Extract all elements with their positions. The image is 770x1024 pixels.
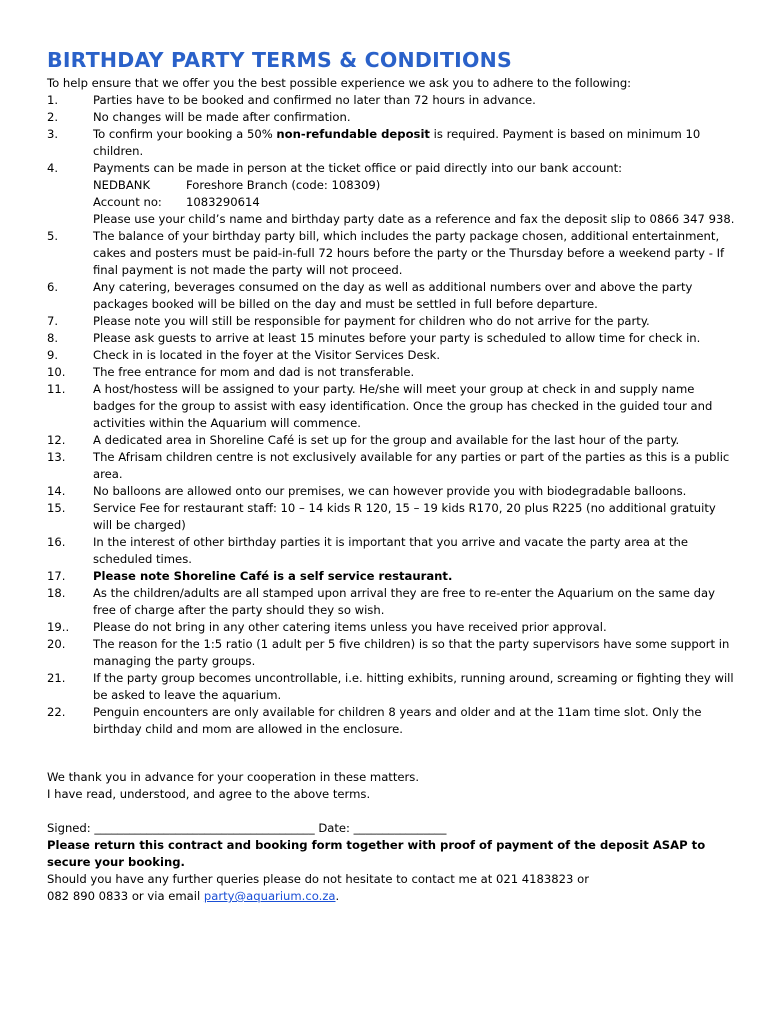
term-text-part: Check in is located in the foyer at the Visitor Services Desk.	[93, 348, 441, 362]
term-number: 2.	[47, 110, 59, 124]
term-text-part: Service Fee for restaurant staff: 10 – 14 kids R 120, 15 – 19 kids R170, 20 plus R225 (no additional gratuity will be charged)	[93, 501, 716, 532]
term-number: 11.	[47, 382, 66, 396]
contact-line-1: Should you have any further queries please do not hesitate to contact me at 021 4183823 or	[47, 872, 589, 886]
term-text	[93, 483, 737, 500]
term-number: 1.	[47, 93, 59, 107]
agree-text: I have read, understood, and agree to the above terms.	[47, 787, 371, 801]
term-item	[47, 381, 737, 432]
term-text-part: The Afrisam children centre is not exclusively available for any parties or part of the parties as this is a public area.	[93, 450, 730, 481]
bank-name-row	[93, 177, 737, 194]
term-number: 14.	[47, 484, 66, 498]
term-text	[93, 279, 737, 313]
term-text	[93, 92, 737, 109]
contact-period: .	[335, 889, 340, 903]
term-text	[93, 585, 737, 619]
term-number: 22.	[47, 705, 66, 719]
term-number: 15.	[47, 501, 66, 515]
contact-line-2	[47, 888, 737, 905]
term-text	[93, 160, 737, 177]
term-text-part: Payments can be made in person at the ticket office or paid directly into our bank account:	[93, 161, 623, 175]
bank-name: NEDBANK	[93, 178, 151, 192]
term-item	[47, 619, 737, 636]
term-item	[47, 704, 737, 738]
term-text	[93, 636, 737, 670]
signature-line: Signed: ______________________________________ Date: ________________	[47, 821, 447, 835]
term-number: 19..	[47, 620, 70, 634]
term-text	[93, 670, 737, 704]
term-text-part: In the interest of other birthday parties it is important that you arrive and vacate the party area at the scheduled times.	[93, 535, 689, 566]
term-item	[47, 330, 737, 347]
term-number: 12.	[47, 433, 66, 447]
account-number: 1083290614	[186, 195, 260, 209]
term-item	[47, 347, 737, 364]
term-number: 9.	[47, 348, 59, 362]
term-text	[93, 568, 737, 585]
spacer	[47, 803, 737, 820]
term-item	[47, 109, 737, 126]
thanks-text: We thank you in advance for your cooperation in these matters.	[47, 770, 420, 784]
term-text	[93, 381, 737, 432]
term-item	[47, 228, 737, 279]
term-item	[47, 670, 737, 704]
term-number: 4.	[47, 161, 59, 175]
account-row	[93, 194, 737, 211]
term-text-part: No balloons are allowed onto our premises, we can however provide you with biodegradable balloons.	[93, 484, 687, 498]
term-text	[93, 364, 737, 381]
term-item	[47, 636, 737, 670]
bank-branch: Foreshore Branch (code: 108309)	[186, 178, 381, 192]
term-item	[47, 432, 737, 449]
term-item	[47, 160, 737, 228]
term-text	[93, 313, 737, 330]
term-text-part: The free entrance for mom and dad is not transferable.	[93, 365, 415, 379]
term-text	[93, 534, 737, 568]
term-item	[47, 449, 737, 483]
payment-reference: Please use your child’s name and birthday party date as a reference and fax the deposit slip to 0866 347 938.	[93, 212, 735, 226]
term-item	[47, 500, 737, 534]
term-text	[93, 704, 737, 738]
term-text-part: is required. Payment is based on minimum 10 children.	[93, 127, 701, 158]
return-note-text: Please return this contract and booking form together with proof of payment of the deposit ASAP to secure your booking.	[47, 838, 706, 869]
term-text-part: To confirm your booking a 50%	[93, 127, 277, 141]
account-label: Account no:	[93, 195, 162, 209]
term-text-part: If the party group becomes uncontrollable, i.e. hitting exhibits, running around, screaming or fighting they will be asked to leave the aquarium.	[93, 671, 734, 702]
term-number: 18.	[47, 586, 66, 600]
term-number: 7.	[47, 314, 59, 328]
term-text	[93, 126, 737, 160]
page-title: BIRTHDAY PARTY TERMS & CONDITIONS	[47, 48, 512, 72]
term-number: 21.	[47, 671, 66, 685]
term-item	[47, 313, 737, 330]
term-text-part: Any catering, beverages consumed on the day as well as additional numbers over and above the party packages booked will be billed on the day and must be settled in full before departure.	[93, 280, 693, 311]
term-text	[93, 500, 737, 534]
term-text-part: Please ask guests to arrive at least 15 minutes before your party is scheduled to allow time for check in.	[93, 331, 701, 345]
term-number: 6.	[47, 280, 59, 294]
term-item	[47, 585, 737, 619]
term-item	[47, 568, 737, 585]
term-number: 16.	[47, 535, 66, 549]
term-text-part: Please note you will still be responsible for payment for children who do not arrive for the party.	[93, 314, 650, 328]
term-item	[47, 126, 737, 160]
term-text	[93, 109, 737, 126]
closing-section	[47, 769, 737, 905]
term-item	[47, 364, 737, 381]
term-text	[93, 330, 737, 347]
term-text-part: The reason for the 1:5 ratio (1 adult per 5 five children) is so that the party supervisors have some support in managing the party groups.	[93, 637, 730, 668]
intro-text: To help ensure that we offer you the best possible experience we ask you to adhere to the following:	[47, 76, 632, 90]
term-number: 13.	[47, 450, 66, 464]
term-item	[47, 534, 737, 568]
term-text	[93, 432, 737, 449]
term-text-part: Please do not bring in any other catering items unless you have received prior approval.	[93, 620, 607, 634]
term-bold-text: Please note Shoreline Café is a self service restaurant.	[93, 569, 453, 583]
term-number: 20.	[47, 637, 66, 651]
term-number: 5.	[47, 229, 59, 243]
term-number: 17.	[47, 569, 66, 583]
term-text-part: As the children/adults are all stamped upon arrival they are free to re-enter the Aquarium on the same day free of charge after the party should they so wish.	[93, 586, 715, 617]
term-text-part: A host/hostess will be assigned to your party. He/she will meet your group at check in and supply name badges for the group to assist with easy identification. Once the group has checked in the guided tour and activities within the Aquarium will commence.	[93, 382, 713, 430]
term-text-part: No changes will be made after confirmation.	[93, 110, 351, 124]
term-text	[93, 347, 737, 364]
term-text-part: The balance of your birthday party bill, which includes the party package chosen, additional entertainment, cakes and posters must be paid-in-full 72 hours before the party or the Thursday before a weekend party - If final payment is not made the party will not proceed.	[93, 229, 725, 277]
terms-list	[47, 92, 737, 738]
term-item	[47, 483, 737, 500]
term-item	[47, 92, 737, 109]
term-bold-text: non-refundable deposit	[276, 127, 430, 141]
term-text-part: Parties have to be booked and confirmed no later than 72 hours in advance.	[93, 93, 536, 107]
term-text-part: Penguin encounters are only available for children 8 years and older and at the 11am time slot. Only the birthday child and mom are allowed in the enclosure.	[93, 705, 702, 736]
term-text	[93, 619, 737, 636]
email-link[interactable]: party@aquarium.co.za	[203, 889, 336, 903]
term-item	[47, 279, 737, 313]
term-text	[93, 228, 737, 279]
term-text-part: A dedicated area in Shoreline Café is set up for the group and available for the last hour of the party.	[93, 433, 680, 447]
term-number: 3.	[47, 127, 59, 141]
term-number: 10.	[47, 365, 66, 379]
term-number: 8.	[47, 331, 59, 345]
contact-phone-text: 082 890 0833 or via email	[47, 889, 204, 903]
term-text	[93, 449, 737, 483]
return-note	[47, 837, 737, 871]
